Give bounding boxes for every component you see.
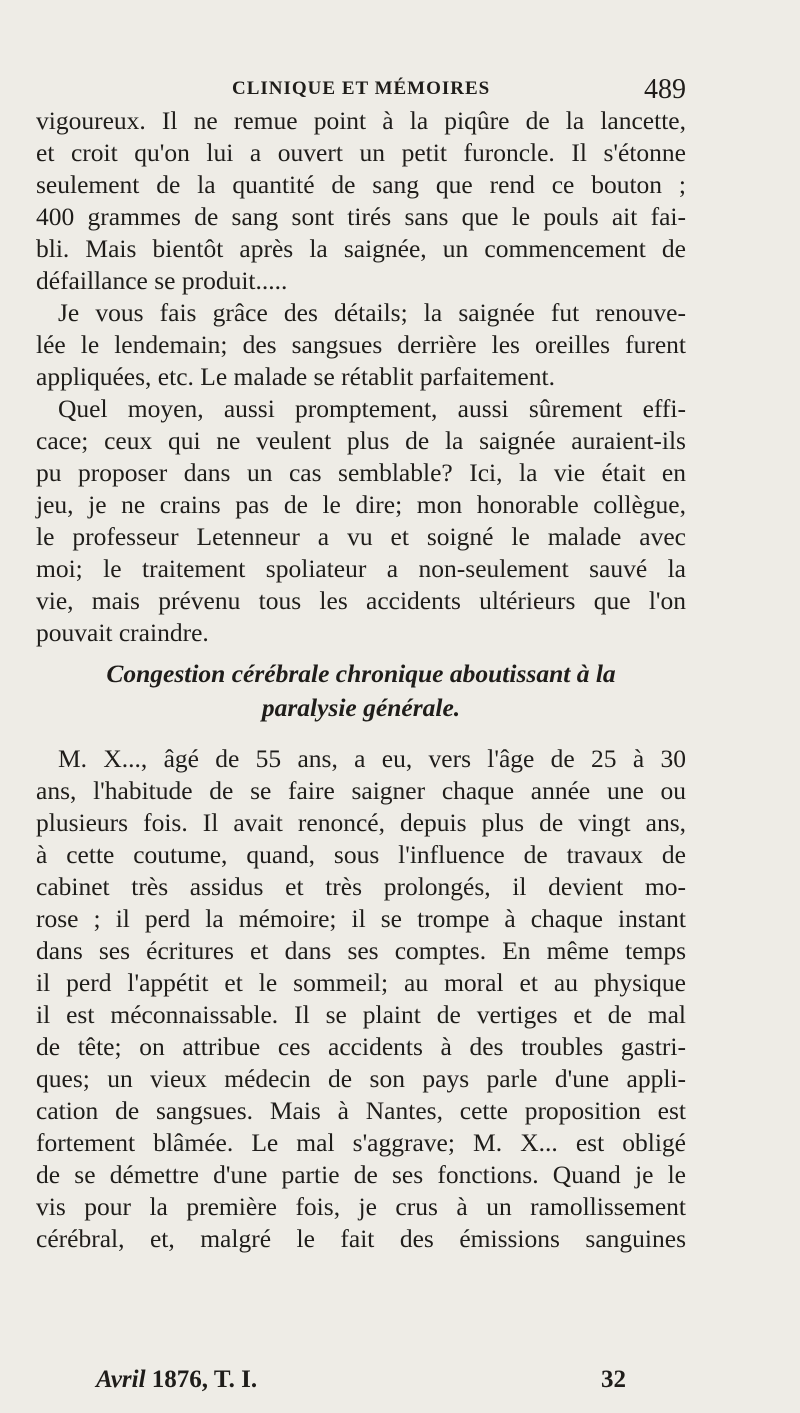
text-line: et croit qu'on lui a ouvert un petit furoncle. Il s'étonne	[36, 138, 686, 167]
paragraph-question	[36, 393, 686, 649]
text-line: jeu, je ne crains pas de le dire; mon honorable collègue,	[36, 490, 686, 519]
text-line: vie, mais prévenu tous les accidents ultérieurs que l'on	[36, 586, 686, 615]
text-line: défaillance se produit.....	[36, 266, 288, 295]
page-header	[36, 74, 686, 106]
text-line: ans, l'habitude de se faire saigner chaque année une ou	[36, 776, 686, 805]
paragraph-continued	[36, 105, 686, 297]
text-line: 400 grammes de sang sont tirés sans que le pouls ait fai-	[36, 202, 686, 231]
footer-month: Avril	[96, 1366, 146, 1393]
body-text	[36, 105, 686, 1255]
section-heading	[36, 657, 686, 725]
paragraph-details	[36, 297, 686, 393]
text-line: bli. Mais bientôt après la saignée, un commencement de	[36, 234, 686, 263]
text-line: de tête; on attribue ces accidents à des troubles gastri-	[36, 1032, 686, 1061]
heading-line: paralysie générale.	[261, 693, 461, 722]
text-line: cace; ceux qui ne veulent plus de la saignée auraient-ils	[36, 426, 686, 455]
text-line: moi; le traitement spoliateur a non-seulement sauvé la	[36, 554, 686, 583]
text-line: de se démettre d'une partie de ses fonctions. Quand je le	[36, 1160, 686, 1189]
text-line: lée le lendemain; des sangsues derrière les oreilles furent	[36, 330, 686, 359]
text-line: dans ses écritures et dans ses comptes. En même temps	[36, 936, 686, 965]
text-line: cation de sangsues. Mais à Nantes, cette proposition est	[36, 1096, 686, 1125]
text-line: pu proposer dans un cas semblable? Ici, la vie était en	[36, 458, 686, 487]
text-line: Quel moyen, aussi promptement, aussi sûrement effi-	[58, 394, 686, 423]
text-line: appliquées, etc. Le malade se rétablit parfaitement.	[36, 362, 555, 391]
text-line: pouvait craindre.	[36, 618, 209, 647]
text-line: M. X..., âgé de 55 ans, a eu, vers l'âge de 25 à 30	[58, 744, 686, 773]
text-line: seulement de la quantité de sang que rend ce bouton ;	[36, 170, 686, 199]
text-line: rose ; il perd la mémoire; il se trompe à chaque instant	[36, 904, 686, 933]
text-line: vigoureux. Il ne remue point à la piqûre de la lancette,	[36, 106, 686, 135]
text-line: ques; un vieux médecin de son pays parle d'une appli-	[36, 1064, 686, 1093]
heading-line: Congestion cérébrale chronique aboutissant à la	[106, 659, 616, 688]
text-line: fortement blâmée. Le mal s'aggrave; M. X... est obligé	[36, 1128, 686, 1157]
text-line: vis pour la première fois, je crus à un ramollissement	[36, 1192, 686, 1221]
page-number: 489	[644, 74, 686, 105]
page-footer	[96, 1366, 626, 1398]
text-line: il perd l'appétit et le sommeil; au moral et au physique	[36, 968, 686, 997]
text-line: Je vous fais grâce des détails; la saignée fut renouve-	[58, 298, 686, 327]
text-line: cabinet très assidus et très prolongés, il devient mo-	[36, 872, 686, 901]
paragraph-case	[36, 743, 686, 1255]
text-line: cérébral, et, malgré le fait des émissions sanguines	[36, 1224, 686, 1253]
footer-issue: 1876, T. I.	[145, 1366, 258, 1393]
signature-mark: 32	[601, 1366, 626, 1393]
text-line: il est méconnaissable. Il se plaint de vertiges et de mal	[36, 1000, 686, 1029]
text-line: plusieurs fois. Il avait renoncé, depuis plus de vingt ans,	[36, 808, 686, 837]
running-title: CLINIQUE ET MÉMOIRES	[232, 78, 491, 99]
text-line: le professeur Letenneur a vu et soigné le malade avec	[36, 522, 686, 551]
text-line: à cette coutume, quand, sous l'influence de travaux de	[36, 840, 686, 869]
